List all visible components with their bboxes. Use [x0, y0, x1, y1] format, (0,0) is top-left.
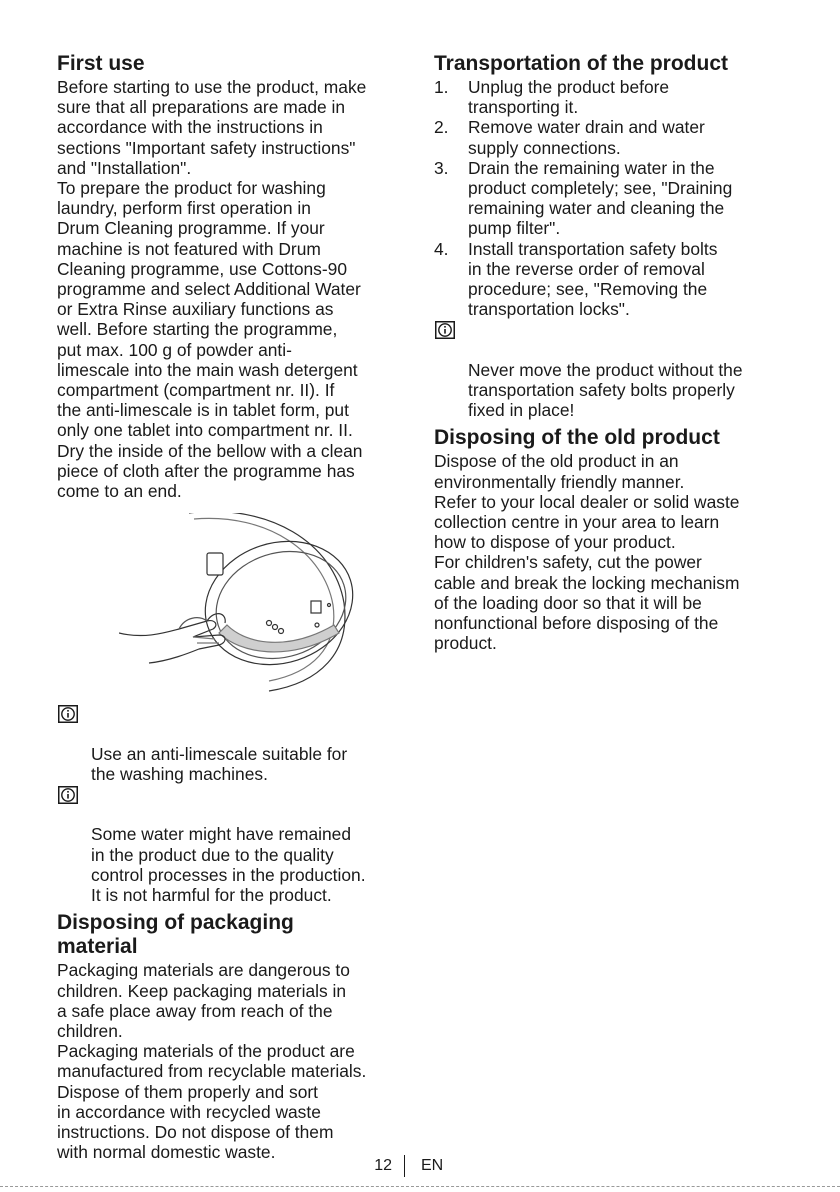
section-title-old-product: Disposing of the old product [434, 426, 720, 450]
note-transport-bolts [434, 319, 784, 420]
left-column [57, 52, 409, 1162]
step-number: 3. [434, 157, 449, 178]
drum-cleaning-illustration [119, 513, 369, 693]
note-text: Use an anti-limescale suitable for the washing machines. [91, 743, 348, 784]
old-product-paragraph-3: For children's safety, cut the power cable and break the locking mechanism of the loading door so that it will be nonfunctional before disposing of the product. [434, 552, 740, 654]
right-column [434, 52, 784, 653]
first-use-paragraph-2: To prepare the product for washing laundry, perform first operation in Drum Cleaning programme. If your machine is not featured with Drum Cleaning programme, use Cottons-90 programme and select Additional Water or Extra Rinse auxiliary functions as well. Before starting the programme, put max. 100 g of powder anti- limescale into the main wash detergent compartment (compartment nr. II). If the anti-limescale is in tablet form, put only one tablet into compartment nr. II. Dry the inside of the bellow with a clean piece of cloth after the programme has come to an end. [57, 178, 363, 502]
section-title-transportation: Transportation of the product [434, 52, 728, 75]
first-use-paragraph-1: Before starting to use the product, make sure that all preparations are made in accordance with the instructions in sections "Important safety instructions" and "Installation". [57, 77, 367, 178]
section-title-first-use: First use [57, 52, 145, 75]
note-text: Never move the product without the transportation safety bolts properly fixed in place! [468, 359, 743, 421]
section-title-packaging: Disposing of packaging material [57, 911, 294, 959]
step-number: 1. [434, 77, 449, 97]
note-remaining-water [57, 784, 409, 905]
language-code: EN [421, 1157, 444, 1174]
old-product-paragraph-1: Dispose of the old product in an environmentally friendly manner. [434, 451, 685, 492]
step-text: Install transportation safety bolts in the reverse order of removal procedure; see, "Removing the transportation locks". [468, 238, 718, 320]
info-icon [58, 705, 78, 723]
page-number: 12 [374, 1157, 392, 1174]
transport-steps [434, 77, 784, 319]
list-item [434, 158, 784, 239]
list-item [434, 239, 784, 320]
step-text: Unplug the product before transporting it. [468, 77, 670, 118]
page-footer [0, 1155, 840, 1179]
note-text: Some water might have remained in the product due to the quality control processes in the production. It is not harmful for the product. [91, 824, 366, 906]
list-item [434, 77, 784, 117]
list-item [434, 117, 784, 157]
step-text: Drain the remaining water in the product completely; see, "Draining remaining water and cleaning the pump filter". [468, 157, 733, 239]
note-anti-limescale [57, 703, 409, 784]
info-icon [435, 321, 455, 339]
old-product-paragraph-2: Refer to your local dealer or solid waste collection centre in your area to learn how to dispose of your product. [434, 491, 740, 553]
footer-divider [404, 1155, 405, 1177]
step-number: 2. [434, 117, 449, 138]
packaging-paragraph-2: Packaging materials of the product are manufactured from recyclable materials. Dispose of them properly and sort in accordance with recycled waste instructions. Do not dispose of them with normal domestic waste. [57, 1041, 367, 1163]
step-text: Remove water drain and water supply connections. [468, 117, 705, 158]
packaging-paragraph-1: Packaging materials are dangerous to children. Keep packaging materials in a safe place away from reach of the children. [57, 960, 350, 1041]
bottom-trim-line [0, 1186, 840, 1187]
step-number: 4. [434, 238, 449, 259]
info-icon [58, 786, 78, 804]
